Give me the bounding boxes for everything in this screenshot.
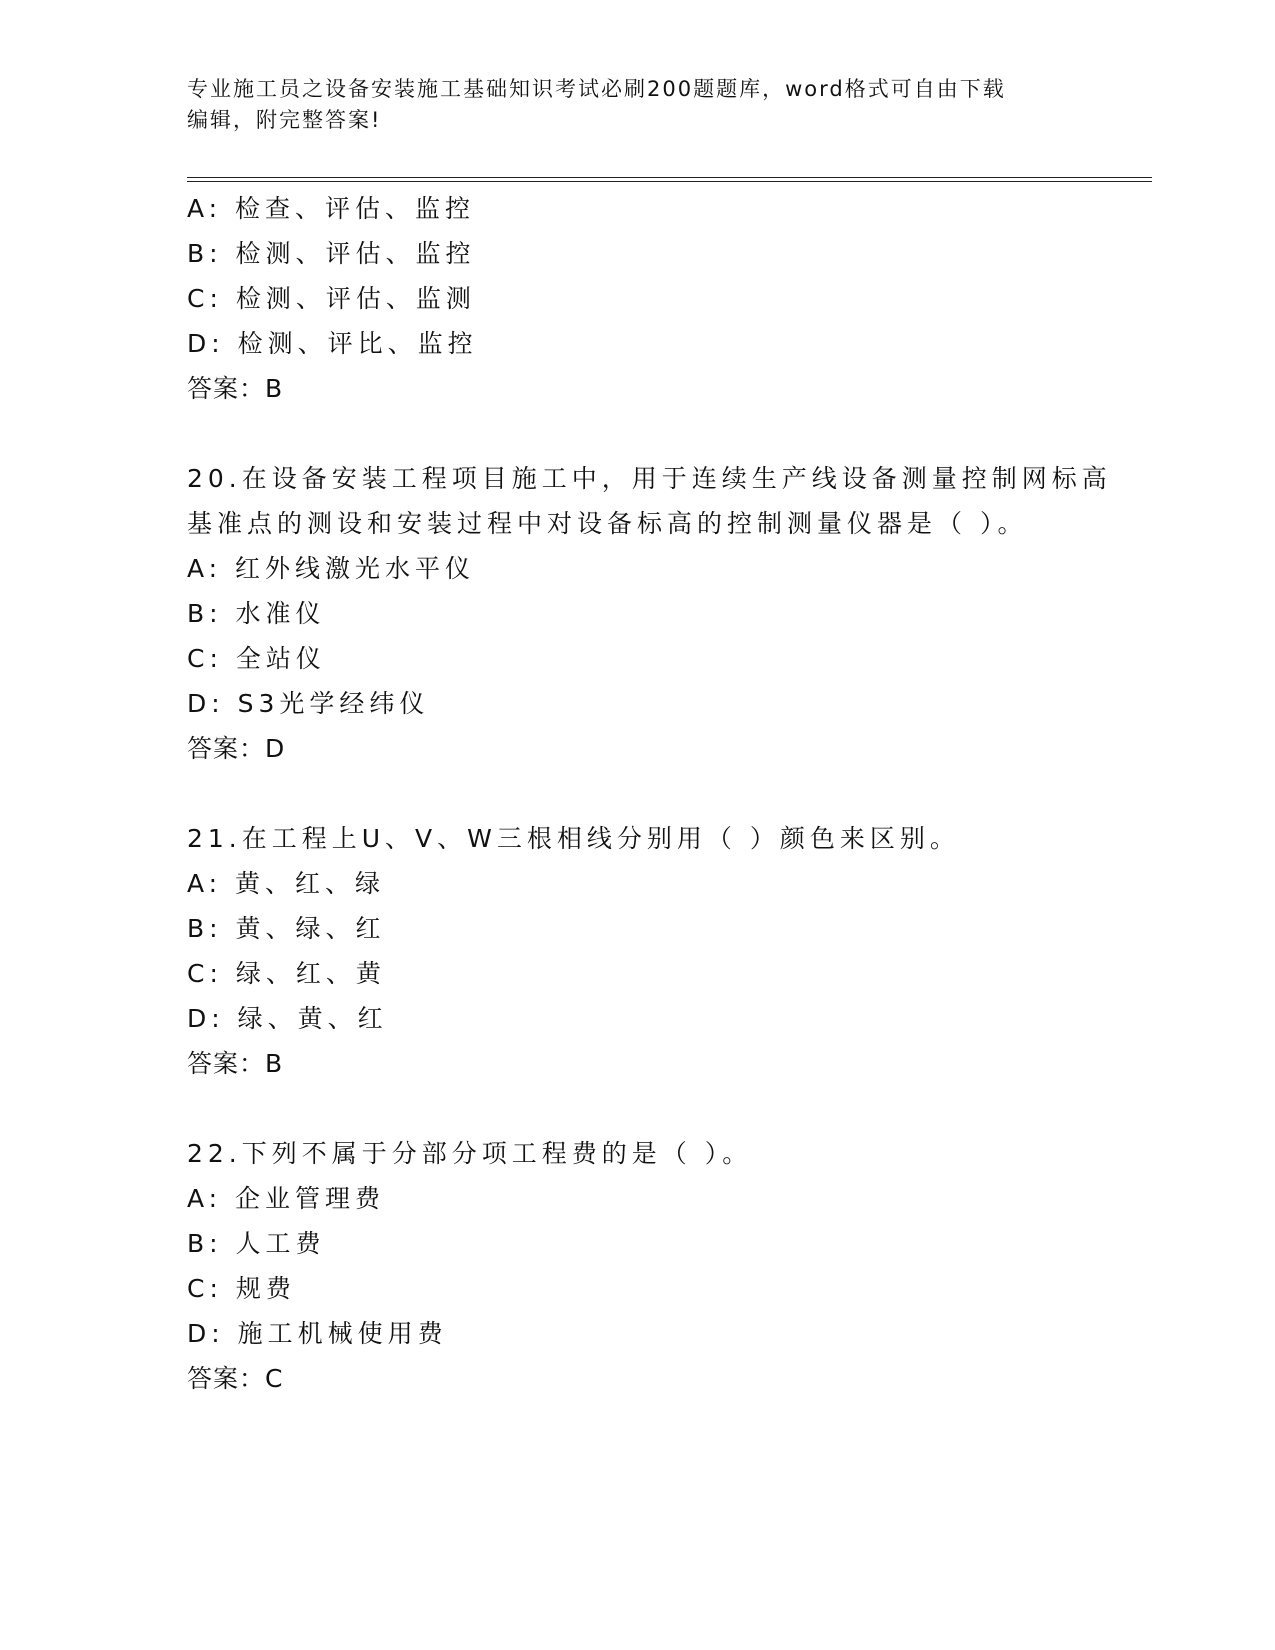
option-a: A: 黄、红、绿	[187, 869, 386, 898]
option-c: C: 全站仪	[187, 644, 326, 673]
answer-line: 答案：B	[187, 374, 284, 403]
option-c: C: 检测、评估、监测	[187, 284, 476, 313]
option-d: D: 施工机械使用费	[187, 1319, 448, 1348]
header-title-line-1: 专业施工员之设备安装施工基础知识考试必刷200题题库，word格式可自由下载	[187, 77, 1006, 101]
option-b: B: 检测、评估、监控	[187, 239, 476, 268]
option-a: A: 企业管理费	[187, 1184, 386, 1213]
answer-line: 答案：C	[187, 1364, 284, 1393]
option-b: B: 水准仪	[187, 599, 326, 628]
answer-line: 答案：B	[187, 1049, 284, 1078]
option-d: D: S3光学经纬仪	[187, 689, 430, 718]
option-a: A: 检查、评估、监控	[187, 194, 476, 223]
option-d: D: 检测、评比、监控	[187, 329, 478, 358]
question-21: 21.在工程上U、V、W三根相线分别用（ ）颜色来区别。	[187, 824, 960, 853]
header-divider-bottom	[187, 181, 1152, 182]
question-22: 22.下列不属于分部分项工程费的是（ ）。	[187, 1139, 753, 1168]
question-20-line-1: 20.在设备安装工程项目施工中，用于连续生产线设备测量控制网标高	[187, 464, 1112, 493]
option-a: A: 红外线激光水平仪	[187, 554, 476, 583]
option-c: C: 规费	[187, 1274, 296, 1303]
document-header	[187, 74, 1077, 136]
option-b: B: 人工费	[187, 1229, 326, 1258]
header-title-line-2: 编辑，附完整答案!	[187, 108, 382, 132]
option-b: B: 黄、绿、红	[187, 914, 386, 943]
answer-line: 答案：D	[187, 734, 286, 763]
option-c: C: 绿、红、黄	[187, 959, 386, 988]
option-d: D: 绿、黄、红	[187, 1004, 388, 1033]
question-20-line-2: 基准点的测设和安装过程中对设备标高的控制测量仪器是（ ）。	[187, 509, 1028, 538]
header-divider-top	[187, 177, 1152, 178]
